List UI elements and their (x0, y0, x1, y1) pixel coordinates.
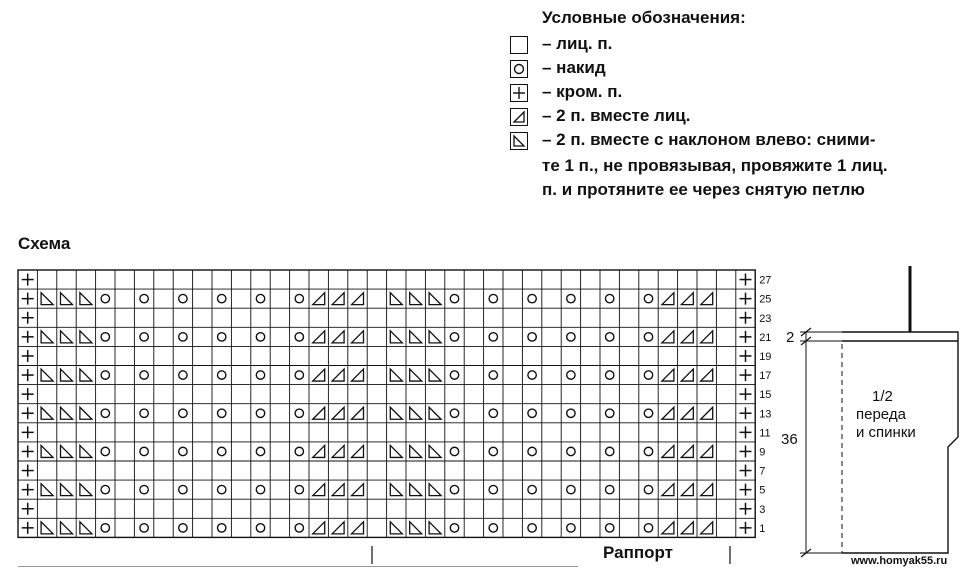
right-triangle-icon (701, 407, 713, 419)
garment-outline (842, 332, 958, 553)
circle-icon (295, 294, 303, 302)
left-triangle-icon (429, 331, 441, 343)
left-triangle-icon (429, 445, 441, 457)
left-triangle-icon (41, 445, 53, 457)
right-triangle-icon (313, 293, 325, 305)
left-triangle-icon (41, 484, 53, 496)
circle-icon (450, 409, 458, 417)
circle-icon (644, 447, 652, 455)
circle-icon (489, 524, 497, 532)
left-triangle-icon (80, 522, 92, 534)
circle-icon (295, 485, 303, 493)
circle-icon (450, 485, 458, 493)
circle-icon (489, 294, 497, 302)
right-triangle-icon (313, 484, 325, 496)
circle-icon (101, 409, 109, 417)
right-triangle-icon (662, 293, 674, 305)
row-number: 1 (759, 522, 766, 535)
left-triangle-icon (80, 331, 92, 343)
circle-icon (606, 409, 614, 417)
circle-icon (489, 409, 497, 417)
left-triangle-icon (390, 445, 402, 457)
rapport-label: Раппорт (603, 543, 673, 562)
left-triangle-icon (61, 484, 73, 496)
right-triangle-icon (681, 522, 693, 534)
left-triangle-icon (410, 484, 422, 496)
circle-icon (101, 333, 109, 341)
circle-icon (489, 333, 497, 341)
right-triangle-icon (681, 407, 693, 419)
circle-icon (140, 485, 148, 493)
row-number: 17 (759, 370, 772, 383)
circle-icon (450, 333, 458, 341)
row-number: 5 (759, 484, 766, 497)
left-triangle-icon (410, 445, 422, 457)
circle-icon (528, 294, 536, 302)
circle-icon (528, 409, 536, 417)
circle-icon (179, 371, 187, 379)
circle-icon (295, 371, 303, 379)
circle-icon (256, 524, 264, 532)
left-triangle-icon (41, 369, 53, 381)
circle-icon (140, 333, 148, 341)
right-triangle-icon (681, 369, 693, 381)
circle-icon (644, 294, 652, 302)
bottom-rule (18, 566, 578, 567)
circle-icon (528, 447, 536, 455)
row-number: 21 (759, 331, 772, 344)
row-number: 15 (759, 389, 772, 402)
circle-icon (644, 524, 652, 532)
legend-text-k2tog: – 2 п. вместе лиц. (542, 106, 691, 125)
circle-icon (567, 409, 575, 417)
circle-icon (140, 447, 148, 455)
right-triangle-icon (681, 331, 693, 343)
right-triangle-icon (662, 522, 674, 534)
left-triangle-icon (41, 331, 53, 343)
left-triangle-icon (410, 522, 422, 534)
circle-icon (179, 409, 187, 417)
circle-icon (101, 294, 109, 302)
circle-icon (606, 294, 614, 302)
right-triangle-icon (662, 407, 674, 419)
left-triangle-icon (390, 484, 402, 496)
circle-icon (606, 371, 614, 379)
circle-icon (101, 485, 109, 493)
right-triangle-icon (681, 293, 693, 305)
left-triangle-icon (410, 331, 422, 343)
circle-icon (606, 333, 614, 341)
circle-icon (179, 485, 187, 493)
left-triangle-icon (429, 369, 441, 381)
legend-text-yarnover: – накид (542, 58, 606, 77)
right-triangle-icon (352, 293, 364, 305)
left-triangle-icon (80, 369, 92, 381)
right-triangle-icon (332, 293, 344, 305)
circle-icon (140, 409, 148, 417)
circle-icon (606, 524, 614, 532)
circle-icon (528, 371, 536, 379)
circle-icon (295, 524, 303, 532)
circle-icon (450, 447, 458, 455)
circle-icon (218, 447, 226, 455)
right-triangle-icon (313, 369, 325, 381)
circle-icon (140, 524, 148, 532)
circle-icon (256, 485, 264, 493)
legend-text-edge: – кром. п. (542, 82, 623, 101)
band-height-label: 2 (786, 329, 795, 346)
left-triangle-icon (410, 407, 422, 419)
circle-icon (256, 333, 264, 341)
circle-icon (567, 333, 575, 341)
circle-icon (179, 447, 187, 455)
circle-icon (218, 371, 226, 379)
garment-label-2: переда (856, 406, 906, 423)
garment-label-3: и спинки (856, 424, 916, 441)
circle-icon (644, 333, 652, 341)
right-triangle-icon (701, 293, 713, 305)
circle-icon (567, 294, 575, 302)
right-triangle-icon (332, 331, 344, 343)
circle-icon (140, 371, 148, 379)
circle-icon (256, 447, 264, 455)
left-triangle-icon (41, 407, 53, 419)
legend-text-ssk: – 2 п. вместе с наклоном влево: сними- (542, 130, 876, 149)
right-triangle-icon (701, 484, 713, 496)
row-number: 13 (759, 408, 772, 421)
right-triangle-icon (313, 331, 325, 343)
circle-icon (606, 447, 614, 455)
circle-icon (101, 447, 109, 455)
scheme-title: Схема (18, 234, 71, 253)
circle-icon (256, 409, 264, 417)
circle-icon (179, 294, 187, 302)
right-triangle-icon (313, 522, 325, 534)
row-number: 11 (759, 427, 771, 440)
circle-icon (218, 524, 226, 532)
left-triangle-icon (429, 407, 441, 419)
circle-icon (528, 333, 536, 341)
right-triangle-icon (352, 484, 364, 496)
left-triangle-icon (80, 484, 92, 496)
right-triangle-icon (332, 407, 344, 419)
chart-row-numbers (759, 275, 771, 535)
row-number: 7 (759, 465, 766, 478)
circle-icon (567, 524, 575, 532)
left-triangle-icon (390, 407, 402, 419)
left-triangle-icon (429, 484, 441, 496)
right-triangle-icon (701, 331, 713, 343)
circle-icon (140, 294, 148, 302)
left-triangle-icon (80, 407, 92, 419)
left-triangle-icon (61, 445, 73, 457)
right-triangle-icon (332, 522, 344, 534)
row-number: 25 (759, 293, 772, 306)
circle-icon (528, 524, 536, 532)
right-triangle-icon (701, 522, 713, 534)
circle-icon (256, 294, 264, 302)
circle-icon (295, 333, 303, 341)
circle-icon (101, 371, 109, 379)
circle-icon (528, 485, 536, 493)
left-triangle-icon (41, 522, 53, 534)
right-triangle-icon (352, 331, 364, 343)
circle-icon (489, 447, 497, 455)
right-triangle-icon (662, 445, 674, 457)
right-triangle-icon (352, 445, 364, 457)
circle-icon (218, 294, 226, 302)
circle-icon (450, 524, 458, 532)
right-triangle-icon (352, 407, 364, 419)
left-triangle-icon (80, 445, 92, 457)
left-triangle-icon (390, 369, 402, 381)
circle-icon (179, 333, 187, 341)
right-triangle-icon (332, 445, 344, 457)
right-triangle-icon (662, 484, 674, 496)
left-triangle-icon (390, 293, 402, 305)
circle-icon (489, 485, 497, 493)
right-triangle-icon (662, 331, 674, 343)
row-number: 27 (759, 274, 772, 287)
left-triangle-icon (61, 522, 73, 534)
circle-icon (218, 409, 226, 417)
circle-icon (218, 333, 226, 341)
circle-icon (101, 524, 109, 532)
circle-icon (218, 485, 226, 493)
left-triangle-icon (410, 369, 422, 381)
right-triangle-icon (701, 445, 713, 457)
left-triangle-icon (429, 293, 441, 305)
row-number: 3 (759, 503, 766, 516)
circle-icon (256, 371, 264, 379)
circle-icon (450, 371, 458, 379)
circle-icon (489, 371, 497, 379)
chart-grid (18, 270, 755, 537)
left-triangle-icon (61, 407, 73, 419)
left-triangle-icon (390, 331, 402, 343)
circle-icon (567, 447, 575, 455)
legend-continuation-1: те 1 п., не провязывая, провяжите 1 лиц. (542, 156, 888, 175)
circle-icon (567, 485, 575, 493)
right-triangle-icon (313, 445, 325, 457)
left-triangle-icon (410, 293, 422, 305)
right-triangle-icon (681, 484, 693, 496)
legend-title: Условные обозначения: (542, 8, 746, 27)
circle-icon (644, 371, 652, 379)
row-number: 9 (759, 446, 766, 459)
circle-icon (644, 485, 652, 493)
circle-icon (295, 409, 303, 417)
left-triangle-icon (429, 522, 441, 534)
garment-label-1: 1/2 (872, 388, 893, 405)
right-triangle-icon (332, 369, 344, 381)
left-triangle-icon (61, 331, 73, 343)
circle-icon (295, 447, 303, 455)
right-triangle-icon (313, 407, 325, 419)
row-number: 19 (759, 350, 772, 363)
left-triangle-icon (41, 293, 53, 305)
legend-continuation-2: п. и протяните ее через снятую петлю (542, 180, 865, 199)
body-height-label: 36 (781, 431, 798, 448)
legend-text-knit: – лиц. п. (542, 34, 613, 53)
circle-icon (450, 294, 458, 302)
right-triangle-icon (662, 369, 674, 381)
right-triangle-icon (352, 522, 364, 534)
circle-icon (567, 371, 575, 379)
right-triangle-icon (332, 484, 344, 496)
left-triangle-icon (80, 293, 92, 305)
circle-icon (606, 485, 614, 493)
left-triangle-icon (390, 522, 402, 534)
right-triangle-icon (681, 445, 693, 457)
row-number: 23 (759, 312, 772, 325)
watermark: www.homyak55.ru (851, 555, 948, 567)
left-triangle-icon (61, 293, 73, 305)
left-triangle-icon (61, 369, 73, 381)
circle-icon (179, 524, 187, 532)
right-triangle-icon (701, 369, 713, 381)
circle-icon (644, 409, 652, 417)
right-triangle-icon (352, 369, 364, 381)
